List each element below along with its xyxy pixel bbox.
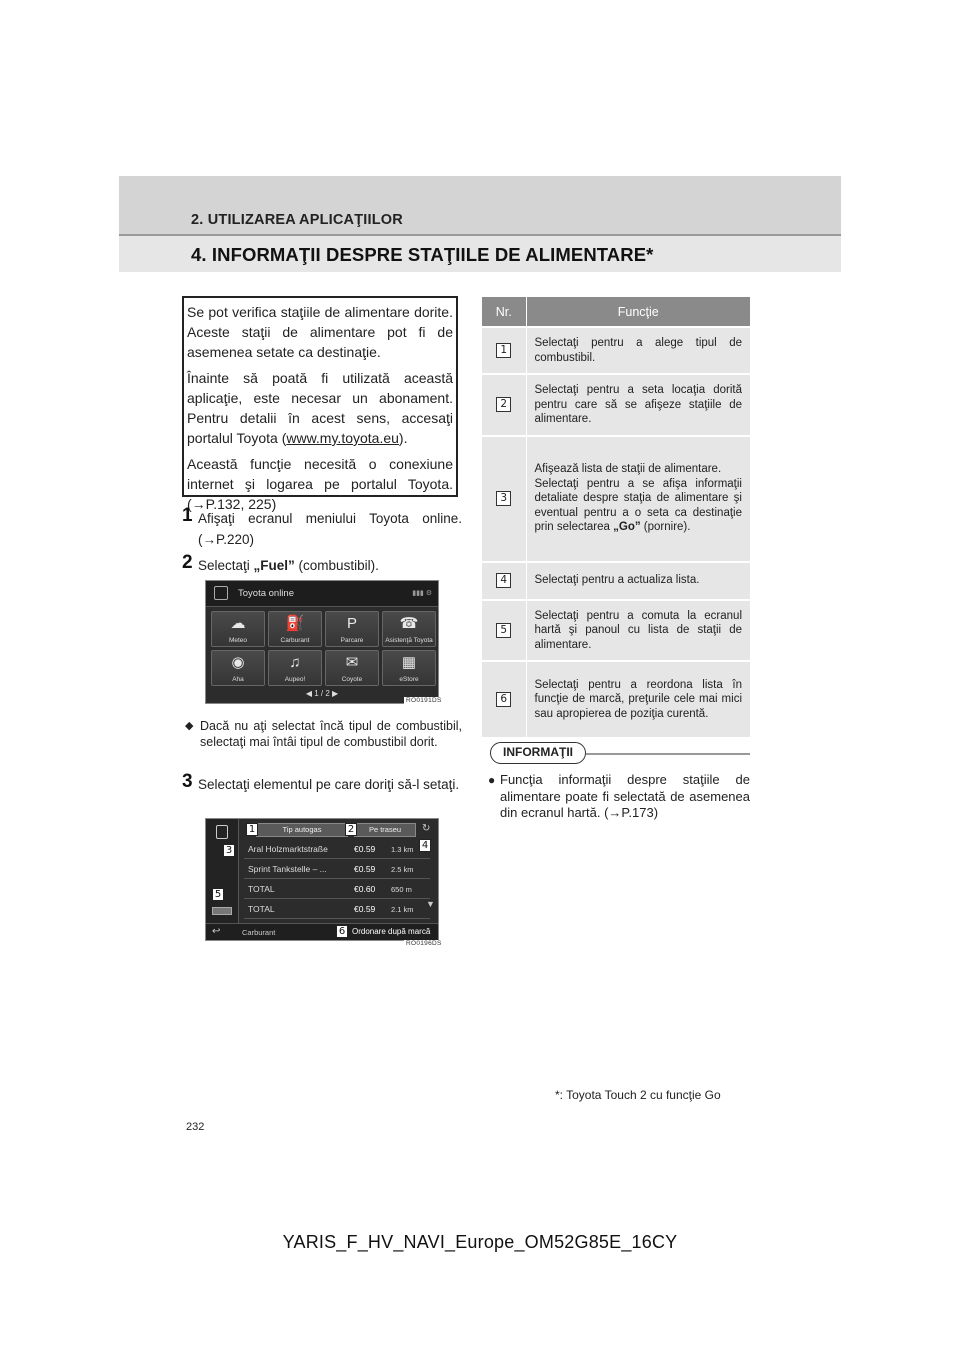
station-price: €0.59 [354, 904, 376, 914]
fuel-keyword: „Fuel” [253, 558, 295, 573]
tile-carburant[interactable] [268, 611, 322, 647]
row-3-text-b: Selectaţi pentru a se afişa informaţii detaliate despre staţia de alimentare şi eventual pentru a o seta ca destinaţie prin selectarea [534, 477, 742, 534]
row-number-cell [482, 374, 526, 436]
callout-2: 2 [345, 823, 357, 836]
function-table [482, 297, 750, 737]
step-number: 3 [182, 771, 193, 792]
bottom-bar [206, 923, 439, 941]
row-description [526, 436, 750, 562]
tile-label: eStore [399, 676, 419, 683]
fuel-pump-icon: ⛽ [285, 615, 305, 632]
weather-icon: ☁ [230, 615, 246, 632]
callout-1: 1 [246, 823, 258, 836]
row-number-cell [482, 600, 526, 662]
tile-asistenta[interactable] [382, 611, 436, 647]
info-badge: INFORMAŢII [490, 742, 586, 764]
row-number-cell [482, 661, 526, 737]
image-code-label: RO0196DS [406, 940, 442, 947]
intro-paragraph-2 [187, 368, 453, 448]
tile-label: Aupeo! [284, 676, 306, 683]
sort-button[interactable]: Ordonare după marcă [352, 927, 431, 936]
fuel-station-list-screenshot [205, 818, 439, 941]
step-number: 1 [182, 505, 193, 526]
station-name: Sprint Tankstelle – ... [248, 864, 327, 874]
page-pager[interactable]: ◀ 1 / 2 ▶ [305, 689, 339, 698]
table-row[interactable] [244, 840, 430, 859]
station-price: €0.59 [354, 864, 376, 874]
bottom-label: Carburant [242, 928, 276, 937]
tile-label: Coyote [341, 676, 363, 683]
music-icon: ♫ [289, 654, 301, 671]
go-keyword: „Go” [613, 521, 641, 534]
header-band [119, 176, 841, 272]
station-name: TOTAL [248, 904, 275, 914]
row-number: 3 [496, 491, 511, 506]
step-2-text-b: (combustibil). [294, 558, 379, 573]
table-row [482, 661, 750, 737]
page-number: 232 [186, 1121, 205, 1133]
screen-title: Toyota online [238, 588, 294, 599]
bullet-icon: ● [488, 773, 496, 787]
column-header-nr: Nr. [482, 297, 526, 327]
refresh-icon[interactable]: ↻ [422, 823, 431, 834]
intro-p2-end: ). [398, 430, 408, 446]
callout-4: 4 [419, 839, 431, 852]
callout-5: 5 [212, 888, 224, 901]
column-header-function: Funcţie [526, 297, 750, 327]
tile-coyote[interactable] [325, 650, 379, 686]
tab-location[interactable]: Pe traseu [354, 823, 416, 837]
table-row [482, 327, 750, 374]
callout-6: 6 [336, 925, 348, 938]
info-text: Funcţia informaţii despre staţiile de alimentare poate fi selectată de asemenea din ecranul hartă. (→P.173) [500, 772, 750, 820]
step-number: 2 [182, 552, 193, 573]
table-row[interactable] [244, 880, 430, 899]
tile-label: Aha [232, 676, 244, 683]
app-icon [214, 586, 228, 600]
table-header-row [482, 297, 750, 327]
tab-fuel-type[interactable]: Tip autogas [256, 823, 348, 837]
station-name: Aral Holzmarktstraße [248, 844, 328, 854]
tile-meteo[interactable] [211, 611, 265, 647]
aha-icon: ◉ [231, 654, 245, 671]
document-id: YARIS_F_HV_NAVI_Europe_OM52G85E_16CY [282, 1232, 678, 1252]
station-price: €0.60 [354, 884, 376, 894]
row-description: Selectaţi pentru a actualiza lista. [526, 562, 750, 600]
intro-p2-text: Înainte să poată fi utilizată această aplicaţie, este necesar un abonament. Pentru detalii în acest sens, accesaţi portalul Toyota ( [187, 370, 453, 446]
status-icons: ▮▮▮ ⚙ [412, 590, 432, 597]
row-description: Selectaţi pentru a reordona lista în funcţie de marcă, preţurile cele mai mici sau apropierea de poziţia curentă. [526, 661, 750, 737]
table-row[interactable] [244, 900, 430, 919]
row-3-text-a: Afişează lista de staţii de alimentare. [534, 463, 722, 476]
step-1 [182, 505, 462, 550]
table-row [482, 374, 750, 436]
tile-label: Parcare [340, 637, 364, 644]
coyote-icon: ✉ [345, 654, 359, 671]
station-distance: 650 m [391, 885, 412, 894]
header-divider [119, 234, 841, 236]
row-number: 4 [496, 573, 511, 588]
step-3 [182, 771, 462, 795]
page-title: 4. INFORMAŢII DESPRE STAŢIILE DE ALIMENTARE* [191, 244, 654, 265]
parking-icon: P [346, 615, 357, 632]
station-name: TOTAL [248, 884, 275, 894]
info-divider [586, 753, 750, 755]
store-icon: ▦ [401, 654, 417, 671]
step-2-text-a: Selectaţi [198, 558, 254, 573]
screen-title-bar [206, 581, 439, 607]
row-description: Selectaţi pentru a seta locaţia dorită pentru care să se afişeze staţiile de alimentare. [526, 374, 750, 436]
station-price: €0.59 [354, 844, 376, 854]
toyota-online-menu-screenshot [205, 580, 439, 704]
toyota-portal-link[interactable]: www.my.toyota.eu [286, 430, 399, 446]
header-top-strip [119, 176, 841, 234]
table-row[interactable] [244, 860, 430, 879]
step-text: Afişaţi ecranul meniului Toyota online.(→P.220) [198, 511, 462, 547]
intro-paragraph-1: Se pot verifica staţiile de alimentare dorite. Aceste staţii de alimentare pot fi de asemenea setate ca destinaţie. [187, 304, 453, 360]
row-description: Selectaţi pentru a alege tipul de combustibil. [526, 327, 750, 374]
tile-aupeo[interactable] [268, 650, 322, 686]
scroll-down-icon[interactable]: ▼ [426, 899, 435, 909]
tile-label: Asistenţă Toyota [385, 637, 433, 644]
row-number: 1 [496, 343, 511, 358]
back-icon[interactable]: ↩ [212, 926, 221, 937]
row-number: 5 [496, 623, 511, 638]
table-row [482, 436, 750, 562]
assistance-icon: ☎ [399, 615, 419, 632]
row-number-cell [482, 327, 526, 374]
note-text: Dacă nu aţi selectat încă tipul de combustibil, selectaţi mai întâi tipul de combustibil dorit. [200, 719, 462, 749]
station-distance: 2.1 km [391, 905, 414, 914]
row-number-cell [482, 562, 526, 600]
tile-label: Meteo [228, 637, 248, 644]
station-distance: 1.3 km [391, 845, 414, 854]
fuel-pump-icon [216, 825, 228, 839]
step-text: Selectaţi elementul pe care doriţi să-l setaţi. [198, 777, 460, 792]
table-row [482, 600, 750, 662]
section-label: 2. UTILIZAREA APLICAŢIILOR [191, 212, 403, 228]
row-description: Selectaţi pentru a comuta la ecranul hartă şi panoul cu lista de staţii de alimentare. [526, 600, 750, 662]
step-2 [182, 552, 462, 576]
table-row [482, 562, 750, 600]
footnote: *: Toyota Touch 2 cu funcţie Go [555, 1088, 721, 1102]
tile-label: Carburant [280, 637, 310, 644]
step-text [182, 555, 462, 576]
row-number: 6 [496, 692, 511, 707]
row-3-text-c: (pornire). [640, 521, 691, 534]
tab-bar [244, 823, 434, 837]
panel-toggle-icon[interactable] [212, 907, 232, 915]
intro-box [182, 296, 458, 512]
image-code-label: RO0191DS [406, 697, 442, 704]
row-number-cell [482, 436, 526, 562]
callout-3: 3 [223, 844, 235, 857]
fuel-type-note [182, 718, 462, 750]
tile-estore[interactable] [382, 650, 436, 686]
info-note [482, 772, 750, 822]
tile-parcare[interactable] [325, 611, 379, 647]
tile-aha[interactable] [211, 650, 265, 686]
station-distance: 2.5 km [391, 865, 414, 874]
intro-paragraph-3: Această funcţie necesită o conexiune internet şi logarea pe portalul Toyota. (→P.132, 225) [187, 456, 453, 512]
row-number: 2 [496, 397, 511, 412]
bullet-icon: ◆ [185, 720, 194, 732]
